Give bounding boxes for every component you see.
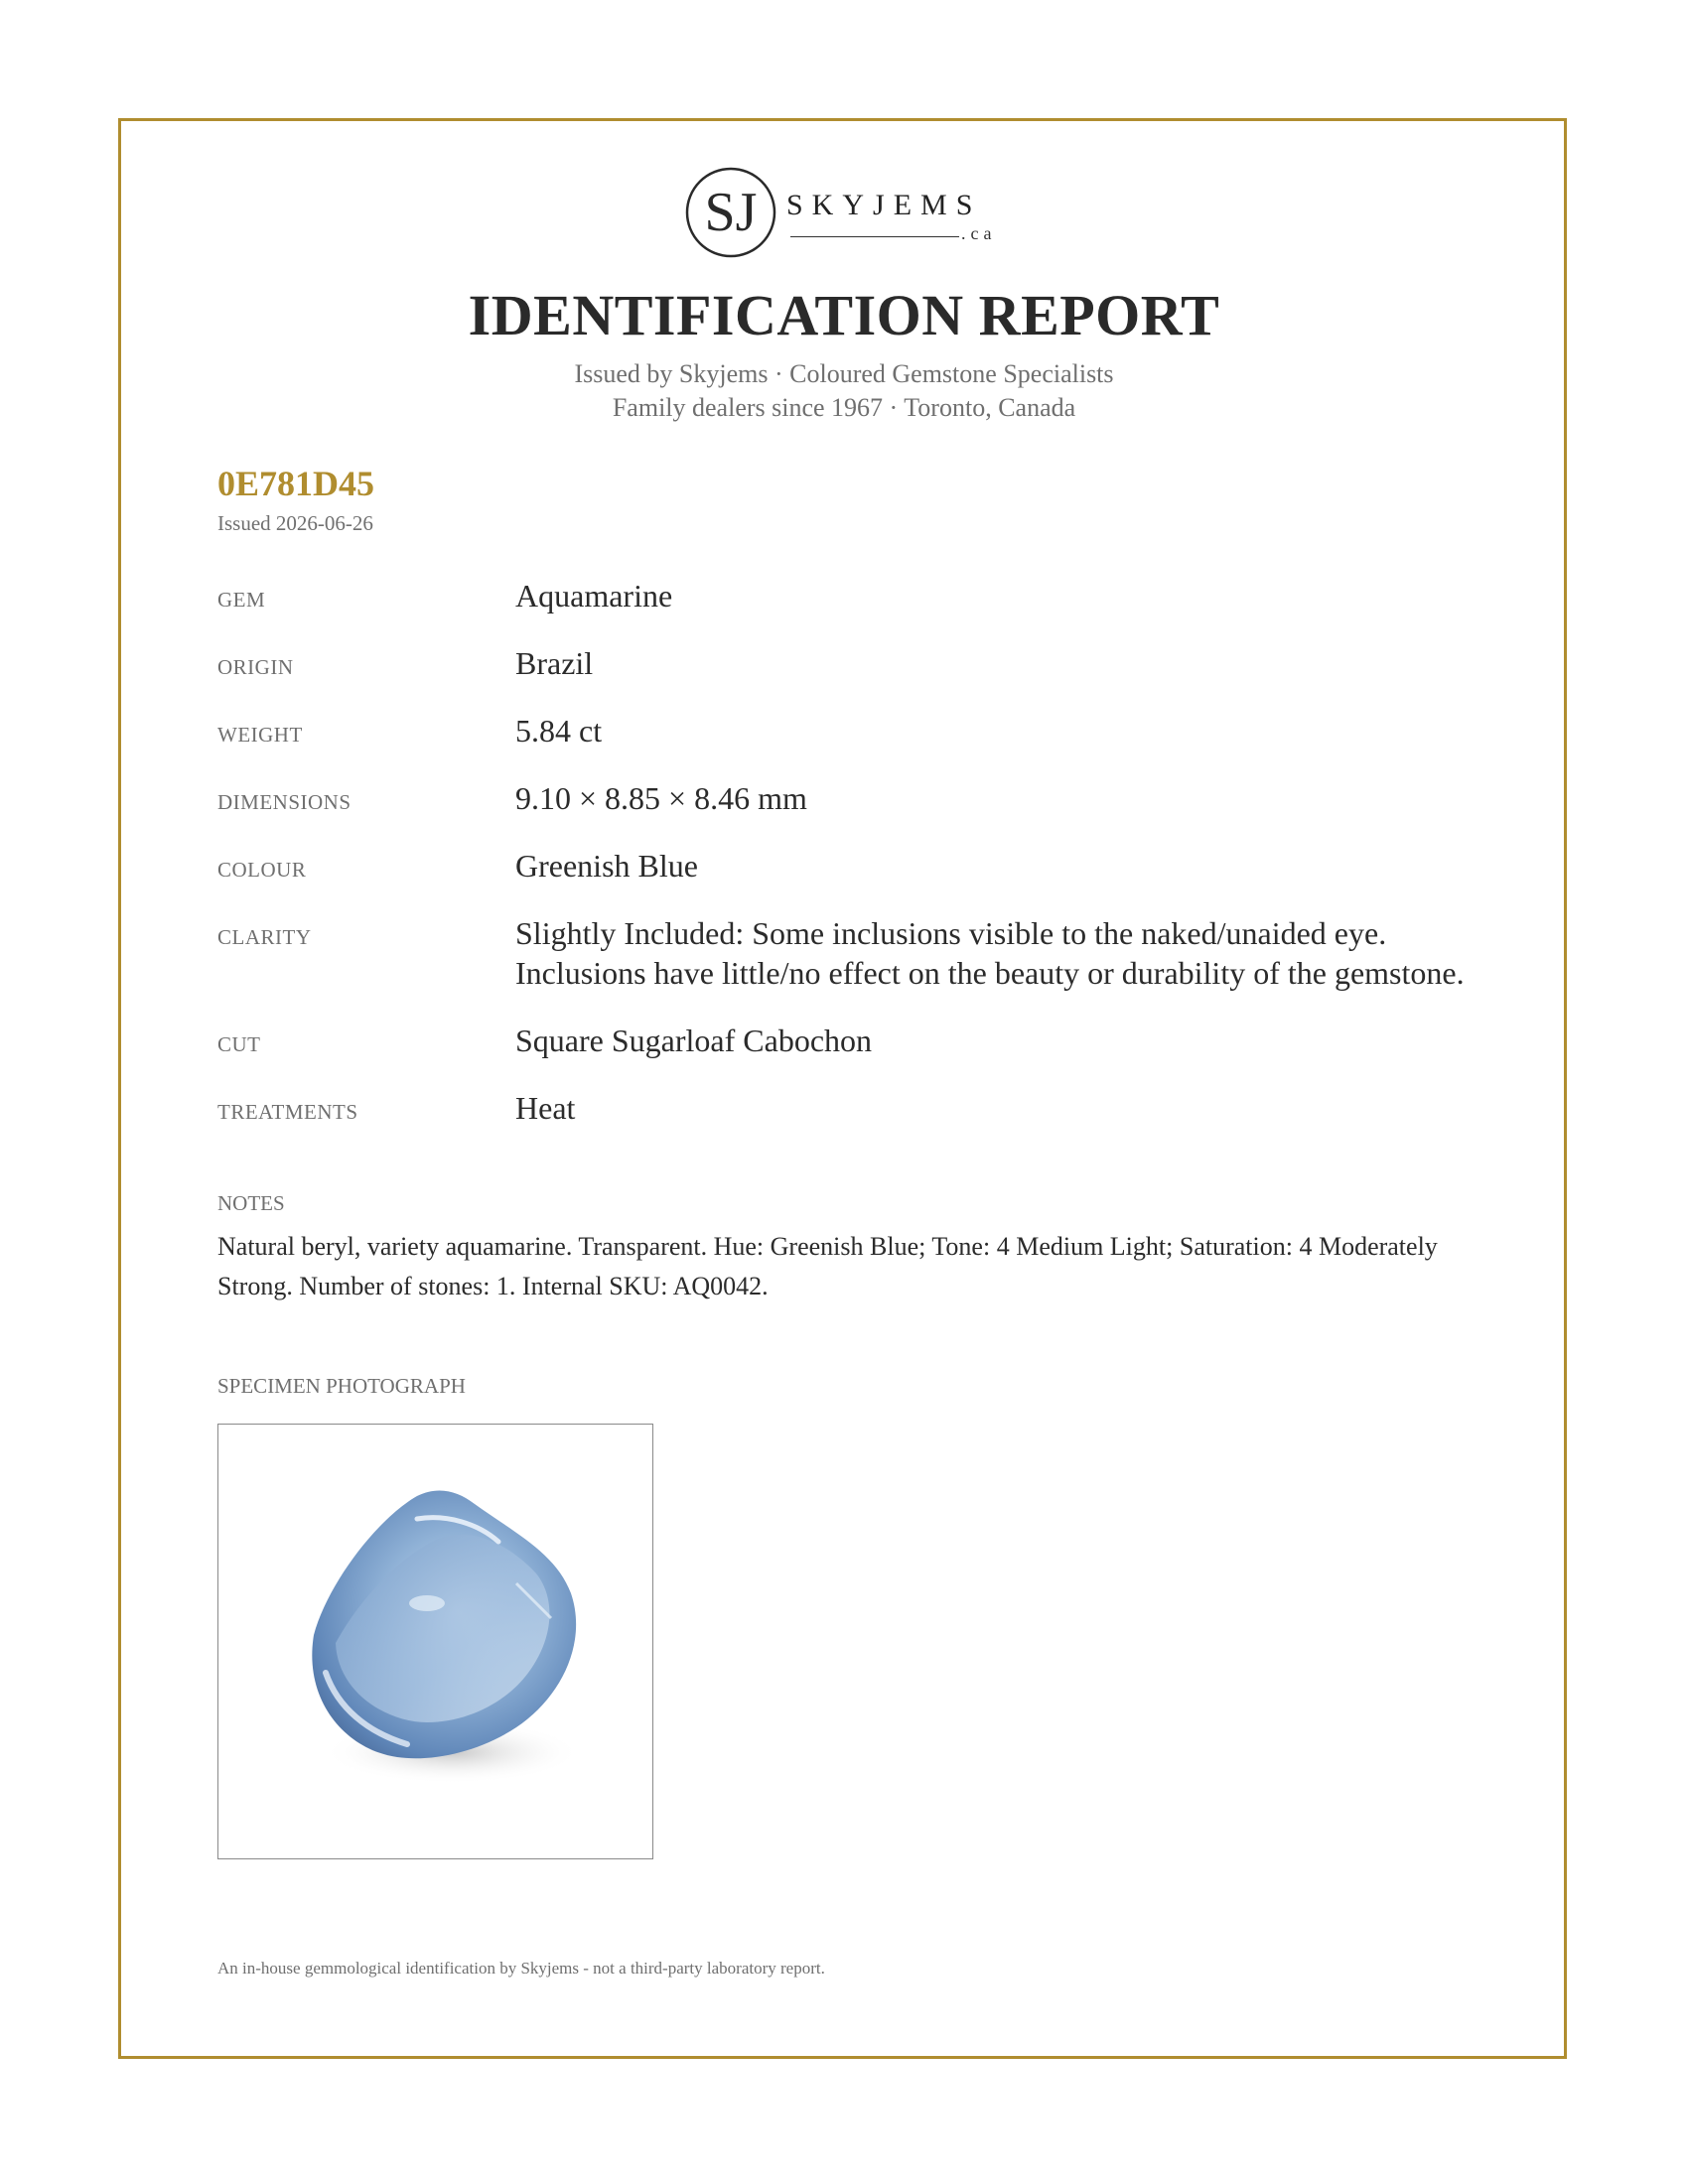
sj-monogram-logo	[683, 165, 778, 260]
field-value: Brazil	[515, 645, 594, 681]
logo-rule	[790, 236, 959, 237]
field-value: 9.10 × 8.85 × 8.46 mm	[515, 780, 807, 816]
field-label: TREATMENTS	[217, 1100, 358, 1124]
report-title: IDENTIFICATION REPORT	[468, 283, 1220, 347]
field-label: COLOUR	[217, 858, 307, 882]
dealer-line: Family dealers since 1967 · Toronto, Canada	[612, 393, 1076, 422]
field-label: GEM	[217, 588, 266, 612]
field-value: Greenish Blue	[515, 848, 698, 884]
logo-wordmark: SKYJEMS	[786, 189, 982, 221]
issue-date: Issued 2026-06-26	[217, 511, 373, 535]
specimen-photo	[217, 1424, 653, 1859]
report-id: 0E781D45	[217, 464, 375, 503]
field-value: Square Sugarloaf Cabochon	[515, 1023, 873, 1058]
logo-domain: .ca	[961, 223, 997, 243]
skyjems-logo	[0, 165, 1688, 264]
field-value: Slightly Included: Some inclusions visible to the naked/unaided eye. Inclusions have little/no effect on the beauty or durability of the gemstone.	[515, 915, 1465, 991]
notes-label: NOTES	[217, 1191, 285, 1215]
logo-monogram-text: SJ	[704, 182, 758, 243]
field-label: CUT	[217, 1032, 261, 1056]
field-value: 5.84 ct	[515, 713, 603, 749]
field-label: WEIGHT	[217, 723, 303, 747]
issuer-line: Issued by Skyjems · Coloured Gemstone Specialists	[574, 359, 1114, 388]
photo-label: SPECIMEN PHOTOGRAPH	[217, 1374, 466, 1398]
aquamarine-cabochon-image	[218, 1425, 651, 1857]
notes-text: Natural beryl, variety aquamarine. Transparent. Hue: Greenish Blue; Tone: 4 Medium Light; Saturation: 4 Moderately Strong. Number of stones: 1. Internal SKU: AQ0042.	[217, 1232, 1438, 1300]
field-label: ORIGIN	[217, 655, 294, 679]
field-value: Aquamarine	[515, 578, 673, 614]
field-label: DIMENSIONS	[217, 790, 352, 814]
field-value: Heat	[515, 1090, 576, 1126]
field-label: CLARITY	[217, 925, 312, 949]
footer-disclaimer: An in-house gemmological identification by Skyjems - not a third-party laboratory report.	[217, 1959, 825, 1978]
